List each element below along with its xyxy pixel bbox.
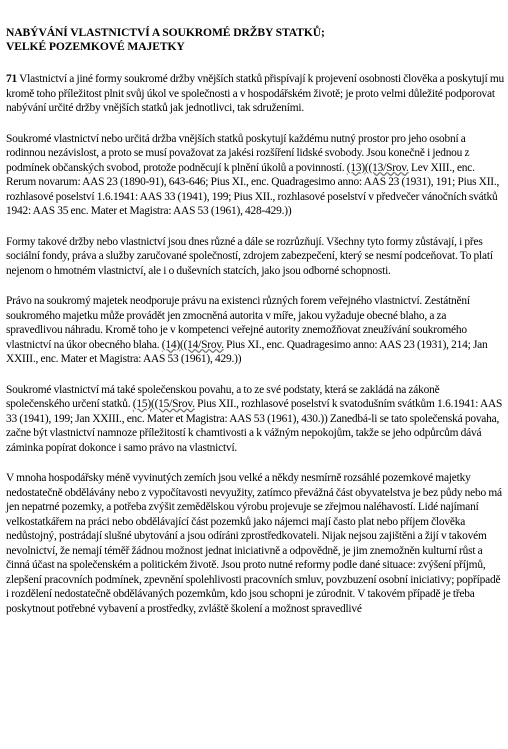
footnote-text: Lev XIII., enc. Rerum novarum: AAS 23 (1890-91), 643-646; Pius XI., enc. Quadragesimo anno: AAS 23 (1931), 191; Pius XII., rozhlasové poselství 1.6.1941: AAS 33 (1941), 199; Pius XII., rozhlasové poselství v předvečer vánočních svátků 1942: AAS 35 enc. Mater et Magistra: AAS 53 (1961), 428-429.)) <box>6 161 500 217</box>
paragraph-forms-of-ownership <box>6 235 504 279</box>
paragraph-number: 71 <box>6 73 17 85</box>
paragraph-social-nature <box>6 383 504 456</box>
paragraph-public-ownership <box>6 294 504 367</box>
footnote-reference[interactable]: (14)((14/Srov. <box>161 338 224 351</box>
footnote-reference[interactable]: (15)((15/Srov. <box>132 398 195 410</box>
paragraph-private-ownership <box>6 132 504 219</box>
footnote-reference[interactable]: (13)((13/Srov. <box>346 161 409 174</box>
document-page <box>6 26 504 632</box>
paragraph-text: Formy takové držby nebo vlastnictví jsou dnes různé a dále se rozrůzňují. Všechny tyto formy zůstávají, i přes sociální fondy, práva a služby zaručované společností, zdrojem zabezpečení, který se nesmí podceňovat. To platí nejenom o hmotném vlastnictví, ale i o duševních statcích, jako jsou odborné schopnosti. <box>6 235 493 277</box>
paragraph-text: V mnoha hospodářsky méně vyvinutých zemích jsou velké a někdy nesmírně rozsáhlé pozemkové majetky nedostatečně obdělávány nebo z vypočítavosti nevyužity, zatímco převážná část obyvatelstva je bez půdy nebo má jen nepatrné pozemky, a potřeba zvýšit zemědělskou výrobu projevuje se zřejmou naléhavostí. Lidé najímaní velkostatkářem na práci nebo obdělávající část pozemků jako nájemci mají často plat nebo příjem člověka nedůstojný, postrádají slušné ubytování a jsou odíráni zprostředkovateli. Nijak nejsou zajištěni a žijí v takovém nevolnictví, že nemají téměř žádnou možnost jednat iniciativně a odpovědně, je jim znemožněn kulturní růst a činná účast na společenském a politickém životě. Jsou proto nutné reformy podle dané situace: zvýšení příjmů, zlepšení pracovních podmínek, zpevnění spolehlivosti pracovních smluv, povzbuzení osobní iniciativy; popřípadě i rozdělení nedostatečně obdělávaných pozemkům, kdo jsou schopni je zúrodnit. V takovém případě je třeba poskytnout potřebné vybavení a prostředky, zvláště školení a možnost spravedlivé <box>6 472 502 615</box>
paragraph-text: Vlastnictví a jiné formy soukromé držby vnějších statků přispívají k projevení osobnosti člověka a poskytují mu kromě toho příležitost plnit svůj úkol ve společnosti a v hospodářském životě; je proto velmi důležité podporovat nabývání určité držby vnějších statků jak jednotlivci, tak sdruženími. <box>6 73 504 114</box>
paragraph-text: Právo na soukromý majetek neodporuje právu na existenci různých forem veřejného vlastnictví. Zestátnění soukromého majetku může provádět jen zmocněná autorita v míře, jakou vyžaduje obecné blaho, a za spravedlivou náhradu. Kromě toho je v kompetenci veřejné autority znemožňovat zneužívání soukromého vlastnictví na úkor obecného blaha. <box>6 295 470 351</box>
heading-line-2: VELKÉ POZEMKOVÉ MAJETKY <box>6 40 185 53</box>
section-heading <box>6 26 504 54</box>
heading-line-1: NABÝVÁNÍ VLASTNICTVÍ A SOUKROMÉ DRŽBY STATKŮ; <box>6 26 325 39</box>
footnote-text: Pius XI., enc. Quadragesimo anno: AAS 23 (1931), 214; Jan XXIII., enc. Mater et Magistra: AAS 53 (1961), 429.)) <box>6 338 488 365</box>
paragraph-text: Soukromé vlastnictví nebo určitá držba vnějších statků poskytují každému nutný prostor pro jeho osobní a rodinnou nezávislost, a proto se musí považovat za jakési rozšíření lidské svobody. Jsou konečně i jednou z podmínek občanských svobod, protože podněcují k plnění úkolů a povinností. <box>6 132 470 174</box>
paragraph-large-estates <box>6 471 504 616</box>
paragraph-text: Soukromé vlastnictví má také společenskou povahu, a to ze své podstaty, která se zakládá na zákoně společenského určení statků. <box>6 383 440 410</box>
footnote-text: Pius XII., rozhlasové poselství k svatodušním svátkům 1.6.1941: AAS 33 (1941), 199; Jan XXIII., enc. Mater et Magistra: AAS 53 (1961), 430.)) Zanedbá-li se tato společenská povaha, začne být vlastnictví namnoze příležitostí k chamtivosti a k vážným nepokojům, takže se jeho odpůrcům dává záminka popírat dokonce i samo právo na vlastnictví. <box>6 398 503 454</box>
paragraph-71 <box>6 72 504 116</box>
